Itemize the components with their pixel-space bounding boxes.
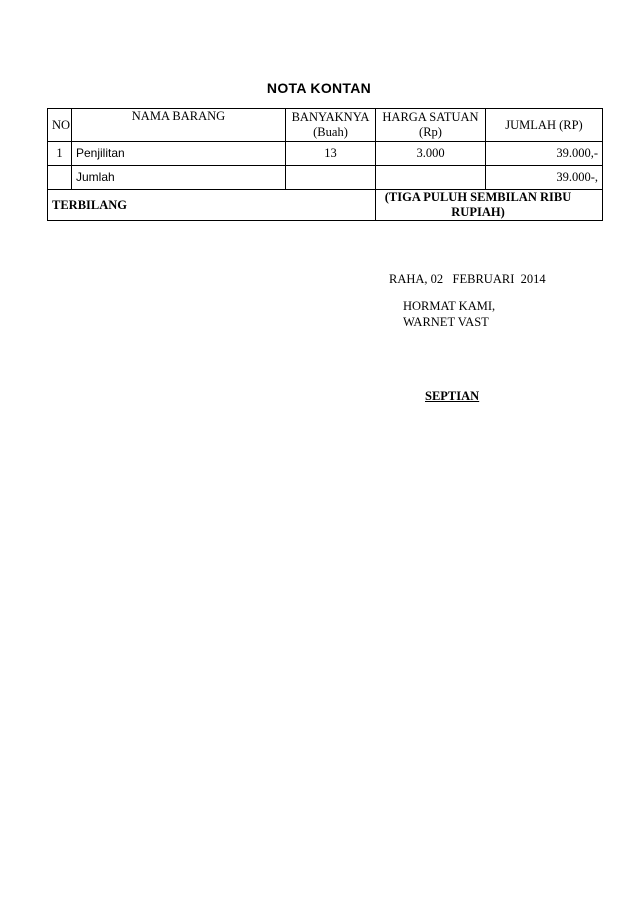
table-header-row	[48, 109, 603, 142]
row-nama-barang: Penjilitan	[72, 142, 286, 166]
document-title: NOTA KONTAN	[266, 80, 372, 96]
total-no-empty	[48, 166, 72, 190]
header-no: NO	[48, 109, 72, 142]
total-row	[48, 166, 603, 190]
table-row	[48, 142, 603, 166]
header-banyaknya-label: BANYAKNYA	[291, 110, 370, 124]
header-harga-satuan	[376, 109, 486, 142]
total-value: 39.000-,	[486, 166, 603, 190]
total-harga-empty	[376, 166, 486, 190]
receipt-table	[47, 108, 603, 221]
terbilang-value: (TIGA PULUH SEMBILAN RIBU RUPIAH)	[376, 190, 603, 221]
company-name: WARNET VAST	[403, 315, 489, 329]
row-banyaknya: 13	[286, 142, 376, 166]
header-harga-satuan-unit: (Rp)	[419, 125, 442, 139]
header-banyaknya	[286, 109, 376, 142]
header-jumlah: JUMLAH (RP)	[486, 109, 603, 142]
header-banyaknya-unit: (Buah)	[313, 125, 348, 139]
row-harga-satuan: 3.000	[376, 142, 486, 166]
place-date: RAHA, 02 FEBRUARI 2014	[389, 272, 546, 286]
row-no: 1	[48, 142, 72, 166]
total-label: Jumlah	[72, 166, 286, 190]
closing-text: HORMAT KAMI,	[403, 299, 496, 313]
header-nama-barang: NAMA BARANG	[72, 109, 286, 142]
total-banyaknya-empty	[286, 166, 376, 190]
terbilang-label: TERBILANG	[48, 190, 376, 221]
terbilang-row	[48, 190, 603, 221]
header-harga-satuan-label: HARGA SATUAN	[382, 110, 479, 124]
row-jumlah: 39.000,-	[486, 142, 603, 166]
signatory-name: SEPTIAN	[425, 389, 480, 403]
